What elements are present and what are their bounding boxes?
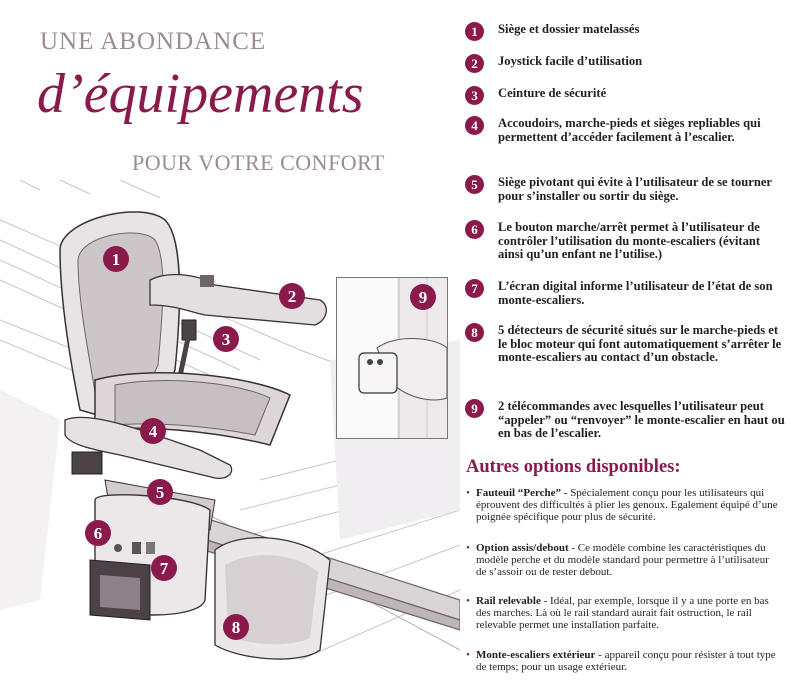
option-text [476, 488, 781, 523]
svg-text:3: 3 [221, 330, 231, 349]
feature-text: Joystick facile d’utilisation [498, 54, 643, 68]
feature-text: Le bouton marche/arrêt permet à l’utilisateur de contrôler l’utilisation du monte-escaliers (évitant ainsi qu’un enfant ne l’utilise.) [498, 220, 761, 261]
option-name: Monte-escaliers extérieur [476, 649, 596, 661]
option-name: Option assis/debout [476, 542, 569, 554]
remote-control-inset [336, 277, 448, 439]
option-text [476, 596, 781, 631]
callout-5 [147, 479, 173, 505]
feature-number: 5 [465, 175, 484, 194]
feature-text: 5 détecteurs de sécurité situés sur le marche-pieds et le bloc moteur qui font automatiquement s’arrêter le monte-escaliers au contact d’un obstacle. [498, 323, 782, 364]
footrest [215, 538, 330, 659]
svg-text:5: 5 [155, 483, 165, 502]
feature-number: 1 [465, 22, 484, 41]
feature-number: 3 [465, 86, 484, 105]
feature-text: Siège pivotant qui évite à l’utilisateur de se tourner pour s’installer ou sortir du siège. [498, 175, 772, 203]
callout-9: 9 [418, 288, 428, 307]
callout-1 [103, 246, 129, 272]
feature-number: 2 [465, 54, 484, 73]
title-block [0, 0, 450, 200]
callout-3 [213, 326, 239, 352]
option-text [476, 543, 781, 578]
feature-number: 8 [465, 323, 484, 342]
feature-text: Accoudoirs, marche-pieds et sièges repliables qui permettent d’accéder facilement à l’escalier. [498, 116, 761, 144]
bullet-icon: • [466, 595, 470, 607]
svg-text:7: 7 [159, 559, 169, 578]
title-line-3: POUR VOTRE CONFORT [132, 150, 385, 175]
options-heading: Autres options disponibles: [466, 457, 681, 477]
bullet-icon: • [466, 649, 470, 661]
callout-2 [279, 283, 305, 309]
title-line-1: UNE ABONDANCE [40, 28, 267, 55]
bullet-icon: • [466, 487, 470, 499]
svg-text:4: 4 [148, 422, 158, 441]
callout-8 [223, 614, 249, 640]
remote-control-illustration [337, 278, 447, 438]
feature-number: 9 [465, 399, 484, 418]
callout-4 [140, 418, 166, 444]
feature-text: L’écran digital informe l’utilisateur de l’état de son monte-escaliers. [498, 279, 773, 307]
feature-text: Ceinture de sécurité [498, 86, 607, 100]
svg-text:1: 1 [111, 250, 121, 269]
title-line-2: d’équipements [37, 63, 364, 125]
feature-number: 6 [465, 220, 484, 239]
callout-6 [85, 520, 111, 546]
feature-text: 2 télécommandes avec lesquelles l’utilisateur peut “appeler” ou “renvoyer” le monte-escalier en haut ou en bas de l’escalier. [498, 399, 785, 440]
svg-text:2: 2 [287, 287, 297, 306]
svg-text:6: 6 [93, 524, 103, 543]
option-description: - Spécialement conçu pour les utilisateurs qui éprouvent des difficultés à plier les genoux. Egalement équipé d’une poignée spécifique pour plus de sécurité. [476, 487, 778, 523]
option-description: - appareil conçu pour résister à tout type de temps; pour un usage extérieur. [476, 649, 776, 673]
option-name: Rail relevable [476, 595, 541, 607]
option-description: - Idéal, par exemple, lorsque il y a une porte en bas des marches. Là où le rail standard aurait fait ostruction, le rail relevable permet une installation parfaite. [476, 595, 769, 631]
feature-number: 4 [465, 116, 484, 135]
callout-7 [151, 555, 177, 581]
feature-number: 7 [465, 279, 484, 298]
svg-text:8: 8 [231, 618, 241, 637]
option-description: - Ce modèle combine les caractéristiques du modèle perche et du modèle standard pour permettre à l’utilisateur de s’assoir ou de rester debout. [476, 542, 769, 578]
bullet-icon: • [466, 542, 470, 554]
option-text [476, 650, 781, 674]
option-name: Fauteuil “Perche” [476, 487, 562, 499]
feature-text: Siège et dossier matelassés [498, 22, 640, 36]
